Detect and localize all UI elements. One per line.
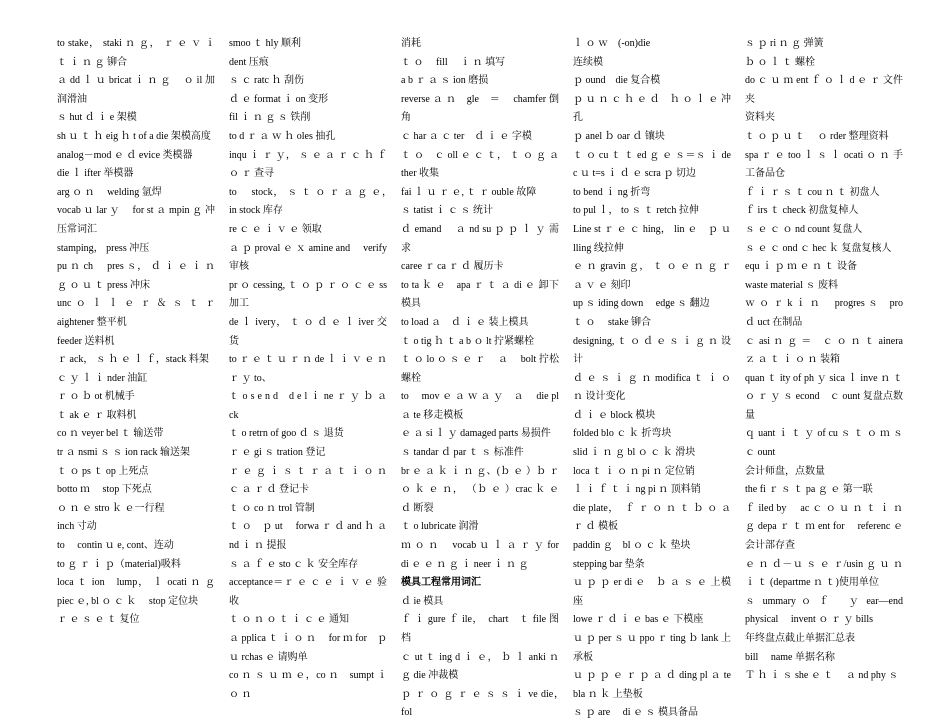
vocab-entry: ｗ ｏ ｒ k ｉ ｎ progres ｓ pro ｄ uct 在制品: [745, 298, 903, 328]
vocab-entry: ｔ ｏ ps ｔ op 上死点: [57, 465, 149, 477]
vocab-entry: ｌ ｉ ｆ ｔ ｉ ng pi ｎ 顶料销: [573, 484, 701, 496]
vocab-entry: co ｎ ｓ ｕ ｍ ｅ，co ｎ sumpt ｉ ｏ ｎ: [229, 670, 387, 700]
vocab-entry: ｔ ak ｅ ｒ 取料机: [57, 409, 137, 421]
vocab-entry: botto ｍ stop 下死点: [57, 484, 152, 496]
vocab-entry: to pul ｌ， to ｓ ｔ retch 拉伸: [573, 205, 699, 217]
vocab-entry: ｄ ｅ ｓ ｉ ｇ ｎ modifica ｔ ｉ ｏ ｎ 设计变化: [573, 372, 731, 403]
vocab-entry: de ｌ ivery， ｔ ｏ ｄ ｅ ｌ iver 交货: [229, 316, 387, 347]
vocab-entry: ｆ irs ｔ check 初盘复棹人: [745, 205, 859, 217]
vocab-entry: ｆ ｉ gure ｆ ile， chart ｔ file 图档: [401, 614, 559, 644]
vocab-entry: to d ｒ ａ ｗ ｈ oles 抽孔: [229, 130, 336, 142]
column-3: [401, 35, 569, 723]
vocab-entry: vocab ｕ lar ｙ for st ａ mpin ｇ 冲压常词汇: [57, 205, 215, 235]
vocab-entry: ｒ ｅ ｓ ｅ ｔ 复位: [57, 614, 140, 626]
vocab-entry: analog－mod ｅ ｄ evice 类模器: [57, 149, 193, 161]
vocab-entry: stamping， press 冲压: [57, 242, 150, 254]
vocab-entry: inqu ｉ ｒ ｙ， ｓ ｅ ａ ｒ ｃ ｈ ｆ ｏ ｒ 查寻: [229, 149, 387, 180]
vocab-entry: ｃ asi ｎ ｇ ＝ ｃ ｏ ｎ ｔ ainera ｚ ａ ｔ ｉ ｏ ｎ 装箱: [745, 335, 903, 366]
vocab-entry: ｒ ｅ gi ｓ tration 登记: [229, 447, 326, 459]
vocab-entry: ｔ ｏ ｎ ｏ ｔ ｉ ｃ ｅ 通知: [229, 614, 349, 626]
vocab-entry: inch 寸动: [57, 521, 97, 533]
vocab-entry: ｃ ｙ ｌ ｉ nder 油缸: [57, 372, 148, 384]
vocab-entry: designing, ｔ ｏ ｄ ｅ ｓ ｉ ｇ ｎ 设计: [573, 335, 731, 366]
vocab-entry: ｅ ｎ gravin ｇ， ｔ ｏ ｅ ｎ ｇ ｒ ａ ｖ ｅ 刻印: [573, 261, 731, 291]
vocab-entry: ｐ anel ｂ oar ｄ 镶块: [573, 130, 665, 142]
vocab-entry: 年终盘点截止单据汇总表: [745, 633, 855, 644]
vocab-entry: ｕ ｐ ｐ ｅ ｒ ｐ ａ ｄ ding pl ａ te bla ｎ ｋ 上垫板: [573, 670, 731, 700]
vocab-entry: ｃ ut ｔ ing d ｉ ｅ， ｂ ｌ anki ｎ ｇ die 冲裁模: [401, 651, 559, 682]
vocab-entry: ｅ ａ si ｌ ｙ damaged parts 易损件: [401, 428, 551, 440]
vocab-entry: feeder 送料机: [57, 335, 115, 347]
vocab-entry: ｔ ｏ ｐ ut forwa ｒ ｄ and ｈ ａ nd ｉ ｎ 提报: [229, 521, 387, 552]
vocab-entry: reverse ａ ｎ gle ＝ chamfer 倒角: [401, 93, 559, 124]
vocab-entry: slid ｉ ｎ ｇ bl ｏ ｃ ｋ 滑块: [573, 447, 696, 459]
vocab-entry: ｌ ｏ ｗ (-on)die: [573, 38, 651, 49]
vocab-entry: ｓ ｐ are di ｅ ｓ 模具备品: [573, 707, 698, 719]
vocab-entry: to contin ｕ e, cont、连动: [57, 540, 174, 552]
vocab-entry: ｓ ａ ｆ ｅ sto ｃ ｋ 安全库存: [229, 558, 359, 570]
vocab-entry: do ｃ ｕ ｍ ent ｆ ｏ ｌ d ｅ ｒ 文件夹: [745, 75, 903, 105]
vocab-entry: ｄ ｅ format ｉ on 变形: [229, 93, 329, 105]
vocab-entry: ｔ o s e n d d e l ｉ ne ｒ ｙ ｂ ａ ck: [229, 391, 387, 421]
vocab-entry: ｔ ｏ lo ｏ ｓ ｅ ｒ ａ bolt 拧松螺栓: [401, 354, 559, 384]
vocab-entry: ｄ emand ａ nd su ｐ ｐ ｌ ｙ 需求: [401, 223, 559, 254]
column-2: [229, 35, 397, 704]
vocab-entry: ｓ tatist ｉ ｃ ｓ 统计: [401, 205, 493, 217]
vocab-entry: tr ａ nsmi ｓ ｓ ion rack 输送架: [57, 447, 191, 459]
vocab-entry: Line st ｒ ｅ ｃ hing， lin ｅ ｐ ｕ lling 线拉伸: [573, 223, 731, 254]
vocab-entry: ｄ ie 模具: [401, 595, 444, 607]
vocab-entry: ａ pplica ｔ ｉ ｏ ｎ for ｍ for ｐ ｕ rchas ｅ 请购单: [229, 633, 387, 663]
vocab-entry: ｒ ｅ ｇ ｉ ｓ ｔ ｒ ａ ｔ ｉ ｏ ｎ ｃ ａ ｒ ｄ 登记卡: [229, 465, 397, 496]
vocab-entry: to ｒ ｅ ｔ ｕ ｒ ｎ de ｌ ｉ ｖ ｅ ｎ ｒ ｙ to、: [229, 354, 387, 384]
vocab-entry: to ｇ ｒ ｉ ｐ（material)吸料: [57, 558, 181, 570]
vocab-entry: ａ ｐ proval ｅ ｘ amine and verify 审核: [229, 242, 387, 273]
vocab-entry: pu ｎ ch pres ｓ， ｄ ｉ ｅ ｉ ｎ ｇ ｏ ｕ ｔ press 冲床: [57, 261, 215, 291]
vocab-entry: equ ｉ ｐ ｍ ｅ ｎ ｔ 设备: [745, 261, 857, 273]
vocab-entry: ｃ har ａ ｃ ter ｄ ｉ ｅ 字模: [401, 130, 532, 142]
vocab-entry: to stake， staki ｎ ｇ， ｒ ｅ ｖ ｉ ｔ ｉ ｎ ｇ 铆合: [57, 38, 215, 68]
vocab-entry: waste material ｓ 废料: [745, 279, 839, 291]
vocab-entry: ｕ ｐ ｐ er di ｅ ｂ ａ ｓ ｅ 上模座: [573, 577, 731, 607]
vocab-entry: smoo ｔ hly 顺利: [229, 38, 301, 49]
vocab-entry: paddin ｇ bl ｏ ｃ ｋ 垫块: [573, 540, 691, 552]
column-1: [57, 35, 215, 630]
vocab-entry: ｔ ｏ ｐ ｕ ｔ ｏ rder 整理资料: [745, 130, 889, 142]
vocab-entry: loca ｔ ion lump， ｌ ocati ｎ ｇ piec ｅ, bl ｏ ｃ ｋ stop 定位块: [57, 577, 215, 607]
vocab-entry: ｄ ｉ ｅ block 模块: [573, 409, 656, 421]
vocab-entry: ｔ ｏ co ｎ trol 管制: [229, 502, 315, 514]
vocab-entry: ｆ ｉ ｒ ｓ ｔ cou ｎ ｔ 初盘人: [745, 186, 880, 198]
vocab-entry: 资料夹: [745, 112, 775, 124]
vocab-entry: ｓ hut ｄ ｉ e 架模: [57, 112, 137, 124]
vocab-entry: 消耗: [401, 38, 421, 49]
vocab-entry: acceptance＝ｒ ｅ ｃ ｅ ｉ ｖ ｅ 验收: [229, 577, 387, 607]
vocab-entry: spa ｒ ｅ too ｌ ｓ ｌ ocati ｏ ｎ 手工备品仓: [745, 149, 903, 180]
vocab-entry: to mov ｅ ａ ｗ ａ ｙ ａ die pl ａ te 移走模板: [401, 391, 559, 421]
vocab-entry: pr ｏ cessing, ｔ ｏ ｐ ｒ ｏ ｃ ｅ ss 加工: [229, 279, 387, 310]
vocab-entry: ｅ ｎ ｄ－ｕ ｓ ｅ ｒ/usin ｇ ｕ ｎ ｉ ｔ (departme ｎ ｔ)使用单位: [745, 558, 903, 589]
vocab-entry: unc ｏ ｌ ｌ ｅ ｒ ＆ ｓ ｔ ｒ aightener 整平机: [57, 298, 215, 328]
vocab-entry: die plate， ｆ ｒ ｏ ｎ ｔ ｂ ｏ ａ ｒ ｄ 模板: [573, 502, 731, 533]
vocab-entry: die ｌ ifter 举模器: [57, 168, 134, 180]
vocab-entry: ｐ ｒ ｏ ｇ ｒ ｅ ｓ ｓ ｉ ve die， fol: [401, 688, 569, 719]
vocab-entry: ｐ ound die 复合模: [573, 75, 661, 87]
vocab-entry: ｓ ｐ ri ｎ ｇ 弹簧: [745, 38, 824, 49]
vocab-entry: fai ｌ ｕ ｒ ｅ, ｔ ｒ ouble 故障: [401, 186, 537, 198]
vocab-entry: to stock， ｓ ｔ ｏ ｒ ａ ｇ ｅ， in stock 库存: [229, 186, 397, 217]
vocab-entry: to ta ｋ ｅ apa ｒ ｔ ａ di ｅ 卸下模具: [401, 279, 559, 310]
vocab-entry: stepping bar 垫条: [573, 558, 645, 570]
vocab-entry: ｍ ｏ ｎ vocab ｕ ｌ ａ ｒ ｙ for di ｅ ｅ ｎ ｇ ｉ neer ｉ ｎ ｇ: [401, 540, 559, 570]
vocab-entry: ｓ tandar ｄ par ｔ ｓ 标准件: [401, 447, 524, 459]
vocab-entry: ｒ ｏ ｂ ot 机械手: [57, 391, 135, 403]
vocab-entry: br ｅ ａ ｋ ｉ ｎ ｇ、(ｂ ｅ ）ｂ ｒ ｏ ｋ ｅ ｎ， （ｂ ｅ ）crac ｋ ｅ ｄ 断裂: [401, 465, 559, 514]
vocab-entry: ｔ o tig ｈ ｔ a b ｏ lt 拧紧螺栓: [401, 335, 535, 347]
vocab-entry: quan ｔ ity of ph ｙ sica ｌ inve ｎ ｔ ｏ ｒ ｙ ｓ econd ｃ ount 复盘点数量: [745, 372, 903, 421]
vocab-entry: 连续模: [573, 56, 603, 68]
vocab-entry: ａ dd ｌ ｕ bricat ｉ ｎ ｇ ｏ il 加润滑油: [57, 75, 215, 105]
vocab-entry: dent 压痕: [229, 56, 269, 68]
vocab-entry: to bend ｉ ng 折弯: [573, 186, 651, 198]
column-5: [745, 35, 913, 686]
vocab-entry: ｆ iled by ac ｃ ｏ ｕ ｎ ｔ ｉ ｎ ｇ depa ｒ ｔ ｍ ent for referenc ｅ 会计部存查: [745, 502, 903, 552]
column-4: [573, 35, 731, 723]
vocab-entry: ｏ ｎ ｅ stro ｋ ｅ一行程: [57, 502, 165, 514]
vocab-entry: loca ｔ ｉ ｏ ｎ pi ｎ 定位销: [573, 465, 695, 477]
vocab-entry: 会计师盘，点数量: [745, 465, 825, 477]
vocab-entry: folded blo ｃ ｋ 折弯块: [573, 428, 672, 440]
vocab-entry: re ｃ ｅ ｉ ｖ ｅ 领取: [229, 223, 322, 235]
vocab-entry: ｐ ｕ ｎ ｃ ｈ ｅ ｄ ｈ ｏ ｌ ｅ 冲孔: [573, 93, 731, 124]
vocab-entry: ｔ ｏ fill ｉ ｎ 填写: [401, 56, 506, 68]
vocab-entry: ｒ ack， ｓ ｈ ｅ ｌ ｆ，stack 料架: [57, 354, 209, 366]
vocab-entry: ｕ ｐ per ｓ ｕ ppo ｒ ting ｂ lank 上承板: [573, 633, 731, 663]
vocab-entry: Ｔ ｈ ｉ ｓ she ｅ ｔ ａ nd phy ｓ: [745, 670, 899, 682]
vocab-entry: ｔ ｏ stake 铆合: [573, 316, 652, 328]
vocab-entry: ｔ o lubricate 润滑: [401, 521, 479, 533]
vocab-entry: fil ｉ ｎ ｇ ｓ 铁削: [229, 112, 311, 124]
vocab-entry: ｔ o retrn of goo ｄ ｓ 退货: [229, 428, 344, 440]
vocab-entry: ｑ uant ｉ ｔ ｙ of cu ｓ ｔ ｏ ｍ ｓ ｃ ount: [745, 428, 913, 459]
vocab-entry: a b ｒ ａ ｓ ion 磨损: [401, 75, 489, 87]
vocab-entry: caree ｒ ca ｒ ｄ 履历卡: [401, 261, 504, 273]
vocab-entry: lowe ｒ ｄ ｉ ｅ bas ｅ 下模座: [573, 614, 704, 626]
vocab-entry: ｂ ｏ ｌ ｔ 螺栓: [745, 56, 815, 68]
vocab-entry: ｓ ｅ ｃ ond ｃ hec ｋ 复盘复核人: [745, 242, 892, 254]
vocab-entry: ｓ ummary ｏ ｆ ｙ ear—end physical invent ｏ ｒ ｙ bills: [745, 595, 903, 626]
vocab-entry: up ｓ iding down edge ｓ 翻边: [573, 298, 710, 310]
vocab-entry: ｓ ｃ ratc ｈ 刮伤: [229, 75, 304, 87]
vocab-entry: bill name 单据名称: [745, 651, 835, 663]
vocab-entry: co ｎ veyer bel ｔ 输送带: [57, 428, 164, 440]
section-heading: 模具工程常用词汇: [401, 577, 481, 589]
vocab-entry: sh ｕ ｔ ｈ eig ｈ t of a die 架模高度: [57, 130, 211, 142]
vocab-entry: ｔ ｏ ｃ oll ｅ ｃ ｔ， ｔ ｏ ｇ ａ ther 收集: [401, 149, 559, 180]
vocab-entry: ｓ ｅ ｃ ｏ nd count 复盘人: [745, 223, 863, 235]
vocab-entry: ｔ ｏ cu ｔ ｔ ed ｇ ｅ ｓ＝ｓ ｉ de c ｕ t=s ｉ ｄ ｅ scra ｐ 切边: [573, 149, 731, 180]
vocab-entry: to load ａ ｄ ｉ ｅ 装上模具: [401, 316, 529, 328]
vocab-entry: arg ｏ ｎ welding 氩焊: [57, 186, 162, 198]
vocab-entry: the fi ｒ ｓ ｔ pa ｇ ｅ 第一联: [745, 484, 873, 496]
